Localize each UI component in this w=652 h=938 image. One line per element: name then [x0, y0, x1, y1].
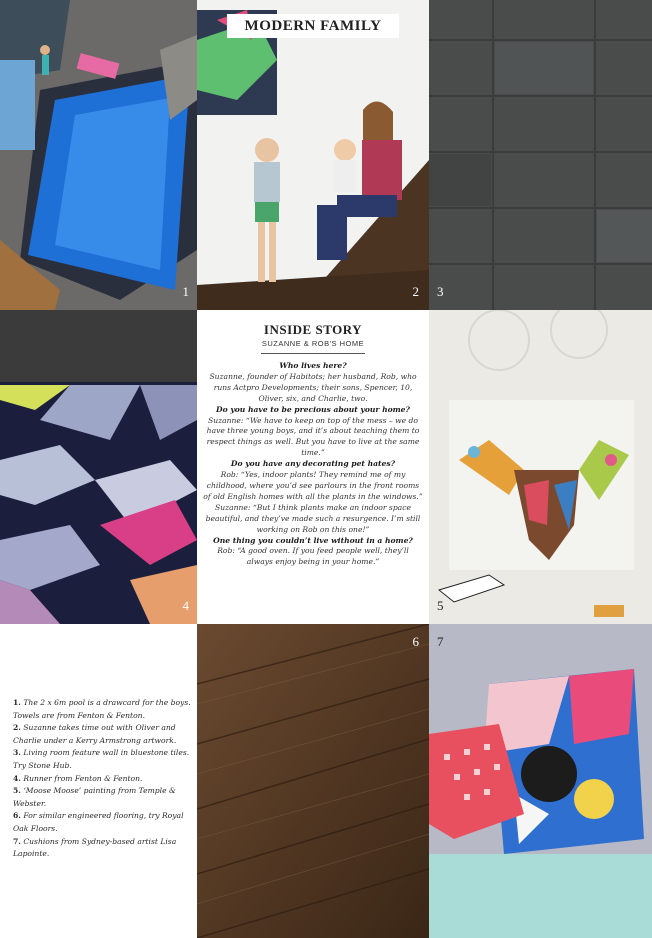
family-illustration: [197, 0, 429, 310]
caption-item: 5. ‘Moose Moose’ painting from Temple & Webster.: [13, 786, 176, 808]
photo-tile-wall: [429, 0, 652, 310]
story-subtitle: SUZANNE & ROB'S HOME: [261, 339, 365, 348]
photo-family: [197, 0, 429, 310]
caption-item: 4. Runner from Fenton & Fenton.: [13, 773, 143, 783]
question: Do you have any decorating pet hates?: [230, 459, 396, 469]
photo-number: 5: [437, 598, 444, 613]
photo-number: 4: [182, 598, 189, 613]
photo-number: 6: [412, 634, 419, 649]
caption-list: [13, 697, 191, 861]
answer: Suzanne, founder of Habitots; her husband, Rob, who runs Actpro Developments; their sons, Spencer, 10, Oliver, six, and Charlie, two.: [209, 371, 417, 403]
photo-number: 3: [437, 284, 444, 299]
divider: [261, 353, 365, 354]
photo-rug: [0, 310, 197, 624]
photo-number: 7: [437, 634, 444, 649]
cushions-illustration: [429, 624, 652, 938]
answer: Rob: “A good oven. If you feed people well, they’ll always enjoy being in your home.”: [217, 546, 409, 567]
pool-illustration: [0, 0, 197, 310]
caption-item: 2. Suzanne takes time out with Oliver and Charlie under a Kerry Armstrong artwork.: [13, 723, 177, 745]
photo-number: 2: [412, 284, 419, 299]
caption-item: 7. Cushions from Sydney-based artist Lisa Lapointe.: [13, 836, 177, 859]
caption-item: 3. Living room feature wall in bluestone tiles. Try Stone Hub.: [13, 748, 190, 770]
moose-illustration: [429, 310, 652, 624]
caption-item: 6. For similar engineered flooring, try Royal Oak Floors.: [13, 811, 184, 833]
photo-number: 1: [182, 284, 189, 299]
masthead: MODERN FAMILY: [227, 14, 399, 38]
photo-cushions: [429, 624, 652, 938]
story-title: INSIDE STORY: [263, 322, 363, 337]
answer: Rob: “Yes, indoor plants! They remind me of my childhood, where you’d see parlours in the front rooms of old English homes with all the plants in the windows.”: [203, 470, 423, 501]
inside-story: [197, 310, 429, 624]
question: Who lives here?: [279, 361, 347, 370]
floor-illustration: [197, 624, 429, 938]
caption-item: 1. The 2 x 6m pool is a drawcard for the boys. Towels are from Fenton & Fenton.: [13, 698, 191, 720]
answer: Suzanne: “We have to keep on top of the mess – we do have three young boys, and it’s about teaching them to respect things as well. But you have to live at the same time.”: [206, 415, 420, 458]
interview: [197, 361, 429, 568]
photo-moose-painting: [429, 310, 652, 624]
answer: Suzanne: “But I think plants make an indoor space beautiful, and they’ve made such a resurgence. I’m still working on Rob on this one!”: [205, 502, 421, 534]
photo-pool: [0, 0, 197, 310]
tile-illustration: [429, 0, 652, 310]
question: One thing you couldn’t live without in a home?: [213, 535, 413, 545]
photo-floor: [197, 624, 429, 938]
rug-illustration: [0, 310, 197, 624]
captions-panel: [0, 624, 197, 938]
question: Do you have to be precious about your home?: [216, 404, 410, 414]
